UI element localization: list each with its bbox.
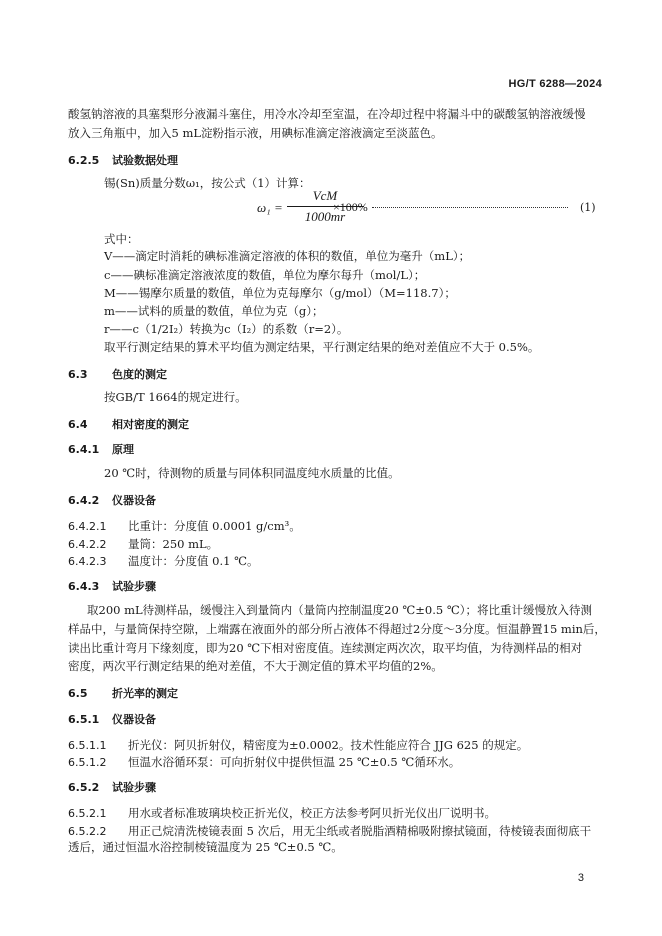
clause-number: 6.4.2.1 [68,520,107,533]
section-heading-6-4-1 [68,441,134,457]
formula-leader-dots [372,207,568,208]
clause-number: 6.5.2.2 [68,825,107,838]
formula-numerator: VcM [312,188,338,203]
equation-number: (1) [580,201,596,214]
page-number: 3 [577,872,584,884]
where-label: 式中： [104,232,139,246]
variable-c: c——碘标准滴定溶液浓度的数值，单位为摩尔每升（mol/L）； [104,268,426,282]
formula-tail: ×100% [333,200,368,214]
section-heading-6-3 [68,366,167,382]
intro-line-1: 酸氢钠溶液的具塞梨形分液漏斗塞住，用冷水冷却至室温，在冷却过程中将漏斗中的碳酸氢钠溶液缓慢 [68,107,586,121]
section-number: 6.5.1 [68,713,100,726]
clause-6-5-2-2-continued: 透后，通过恒温水浴控制棱镜温度为 25 ℃±0.5 ℃。 [68,840,343,854]
clause-text: 恒温水浴循环泵：可向折射仪中提供恒温 25 ℃±0.5 ℃循环水。 [128,755,461,769]
section-6-4-1-text: 20 ℃时，待测物的质量与同体积同温度纯水质量的比值。 [104,466,400,480]
section-6-3-text: 按GB/T 1664的规定进行。 [104,390,247,404]
procedure-line-3: 读出比重计弯月下缘刻度，即为20 ℃下相对密度值。连续测定两次次，取平均值，为待测样品的相对 [68,641,583,655]
result-requirement: 取平行测定结果的算术平均值为测定结果，平行测定结果的绝对差值应不大于 0.5%。 [104,340,540,354]
clause-number: 6.5.1.1 [68,739,107,752]
clause-6-4-2-1 [68,518,301,534]
clause-text: 比重计：分度值 0.0001 g/cm³。 [128,519,301,533]
clause-text: 温度计：分度值 0.1 ℃。 [128,554,259,568]
procedure-line-4: 密度，两次平行测定结果的绝对差值，不大于测定值的算术平均值的2%。 [68,659,443,673]
variable-m-molar: M——锡摩尔质量的数值，单位为克每摩尔（g/mol）（M=118.7）； [104,286,456,300]
clause-6-5-1-1 [68,737,528,753]
clause-number: 6.5.2.1 [68,807,107,820]
clause-text: 量筒：250 mL。 [128,537,219,551]
section-heading-6-5-2 [68,779,156,795]
variable-m-mass: m——试料的质量的数值，单位为克（g）； [104,304,324,318]
procedure-line-1: 取200 mL待测样品，缓慢注入到量筒内（量筒内控制温度20 ℃±0.5 ℃）；将比重计缓慢放入待测 [87,603,592,617]
section-number: 6.5 [68,687,88,700]
clause-text: 折光仪：阿贝折射仪，精密度为±0.0002。技术性能应符合 JJG 625 的规定。 [128,738,529,752]
section-number: 6.5.2 [68,781,100,794]
section-number: 6.4.1 [68,443,100,456]
section-heading-6-4 [68,416,189,432]
clause-6-4-2-2 [68,536,218,552]
section-number: 6.4.2 [68,494,100,507]
section-heading-6-5-1 [68,711,156,727]
section-title: 仪器设备 [112,494,156,507]
variable-v: V——滴定时消耗的碘标准滴定溶液的体积的数值，单位为毫升（mL）； [104,249,471,263]
section-number: 6.4.3 [68,580,100,593]
section-heading-6-2-5 [68,152,178,168]
variable-r: r——c（1/2I₂）转换为c（I₂）的系数（r=2）。 [104,322,349,336]
section-title: 试验步骤 [112,580,156,593]
clause-6-5-2-2 [68,823,591,839]
standard-number: HG/T 6288—2024 [508,78,602,90]
section-number: 6.3 [68,368,88,381]
clause-text: 用正己烷清洗棱镜表面 5 次后，用无尘纸或者脱脂酒精棉吸附擦拭镜面，待棱镜表面彻底干 [128,824,592,838]
procedure-line-2: 样品中，与量筒保持空隙，上端露在液面外的部分所占液体不得超过2分度～3分度。恒温静置15 min后， [68,622,606,636]
section-title: 原理 [112,443,134,456]
section-title: 色度的测定 [112,368,167,381]
clause-number: 6.4.2.2 [68,538,107,551]
formula-lhs: ω₁ = [257,200,283,215]
clause-6-5-1-2 [68,754,460,770]
formula-lead: 锡(Sn)质量分数ω₁，按公式（1）计算： [104,176,311,190]
formula-denominator: 1000mr [304,209,346,224]
clause-6-4-2-3 [68,553,258,569]
section-title: 折光率的测定 [112,687,178,700]
section-heading-6-4-2 [68,492,156,508]
intro-line-2: 放入三角瓶中，加入5 mL淀粉指示液，用碘标准滴定溶液滴定至淡蓝色。 [68,126,443,140]
clause-number: 6.4.2.3 [68,555,107,568]
section-title: 相对密度的测定 [112,418,189,431]
clause-6-5-2-1 [68,805,496,821]
clause-text: 用水或者标准玻璃块校正折光仪，校正方法参考阿贝折光仪出厂说明书。 [128,806,496,820]
section-heading-6-4-3 [68,578,156,594]
section-number: 6.4 [68,418,88,431]
section-number: 6.2.5 [68,154,100,167]
section-title: 试验数据处理 [112,154,178,167]
section-title: 仪器设备 [112,713,156,726]
clause-number: 6.5.1.2 [68,756,107,769]
section-heading-6-5 [68,685,178,701]
section-title: 试验步骤 [112,781,156,794]
